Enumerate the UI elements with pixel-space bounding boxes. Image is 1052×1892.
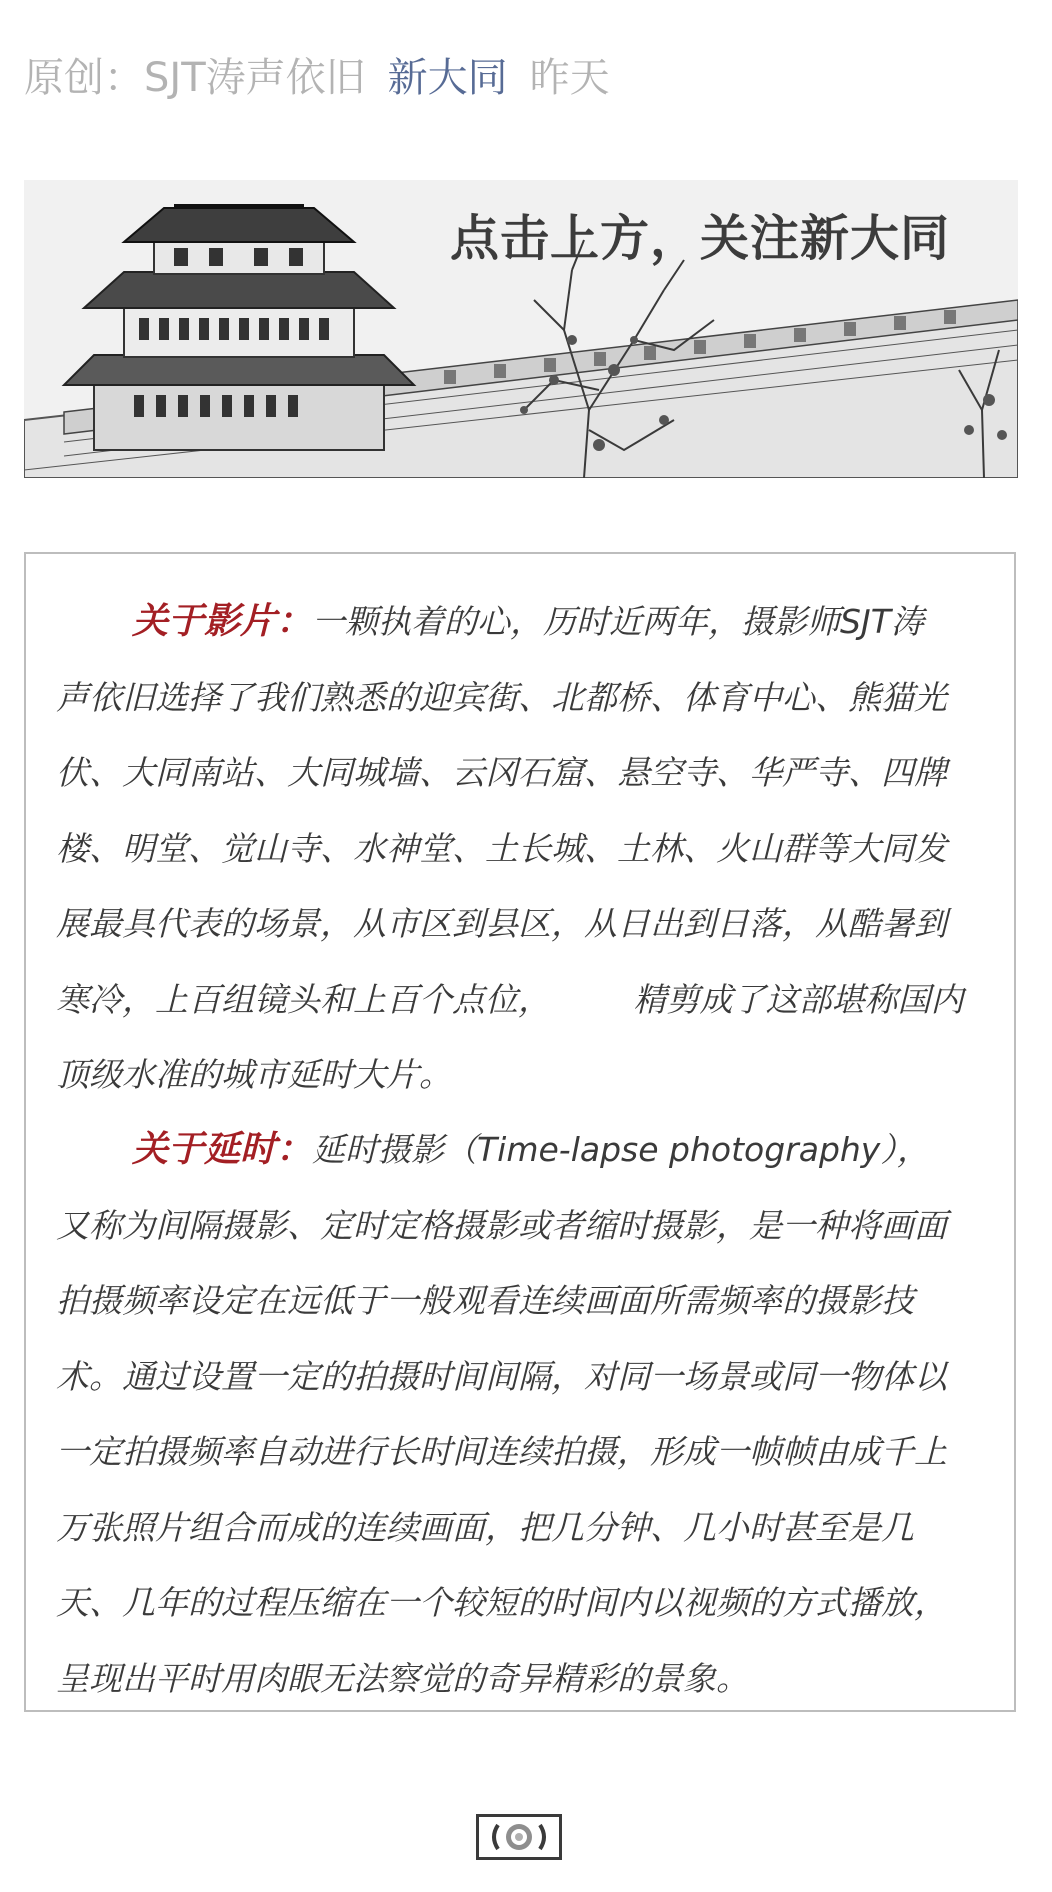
paragraph-line: 又称为间隔摄影、定时定格摄影或者缩时摄影，是一种将画面	[56, 1205, 947, 1245]
author-name: SJT涛声依旧	[144, 54, 366, 101]
intro-textbox	[24, 552, 1016, 1712]
paragraph-line: 展最具代表的场景，从市区到县区，从日出到日落，从酷暑到	[56, 904, 947, 943]
paragraph-line: 顶级水准的城市延时大片。	[56, 1055, 452, 1094]
paragraph-line: 万张照片组合而成的连续画面，把几分钟、几小时甚至是几	[56, 1507, 914, 1547]
paragraph-line: 伏、大同南站、大同城墙、云冈石窟、悬空寺、华严寺、四牌	[56, 753, 947, 792]
paragraph-line: 声依旧选择了我们熟悉的迎宾街、北都桥、体育中心、熊猫光	[56, 677, 947, 717]
about-film-heading: 关于影片：	[132, 601, 313, 642]
banner-caption: 点击上方，关注新大同	[450, 210, 951, 267]
paragraph-line: 关于影片：一颗执着的心，历时近两年，摄影师SJT涛	[56, 584, 998, 660]
paragraph-line: 呈现出平时用肉眼无法察觉的奇异精彩的景象。	[56, 1658, 749, 1698]
paragraph-line: 楼、明堂、觉山寺、水神堂、土长城、土林、火山群等大同发	[56, 828, 947, 868]
paragraph-line: 拍摄频率设定在远低于一般观看连续画面所需频率的摄影技	[56, 1281, 914, 1320]
paragraph-line: 一定拍摄频率自动进行长时间连续拍摄，形成一帧帧由成千上	[56, 1432, 947, 1471]
camera-lens-icon	[476, 1814, 562, 1860]
about-timelapse-paragraph	[56, 1112, 998, 1716]
about-film-paragraph	[56, 584, 998, 1113]
publish-time: 昨天	[529, 54, 610, 101]
paragraph-line: 寒冷，上百组镜头和上百个点位， 精剪成了这部堪称国内	[56, 979, 964, 1019]
paragraph-line: 天、几年的过程压缩在一个较短的时间内以视频的方式播放，	[56, 1583, 947, 1622]
original-label: 原创：	[24, 54, 144, 101]
article-meta	[24, 46, 610, 102]
paragraph-line: 关于延时：延时摄影（Time-lapse photography），	[56, 1112, 998, 1188]
paragraph-line: 术。通过设置一定的拍摄时间间隔，对同一场景或同一物体以	[56, 1356, 947, 1396]
account-link[interactable]: 新大同	[387, 54, 508, 101]
about-timelapse-heading: 关于延时：	[132, 1129, 313, 1170]
